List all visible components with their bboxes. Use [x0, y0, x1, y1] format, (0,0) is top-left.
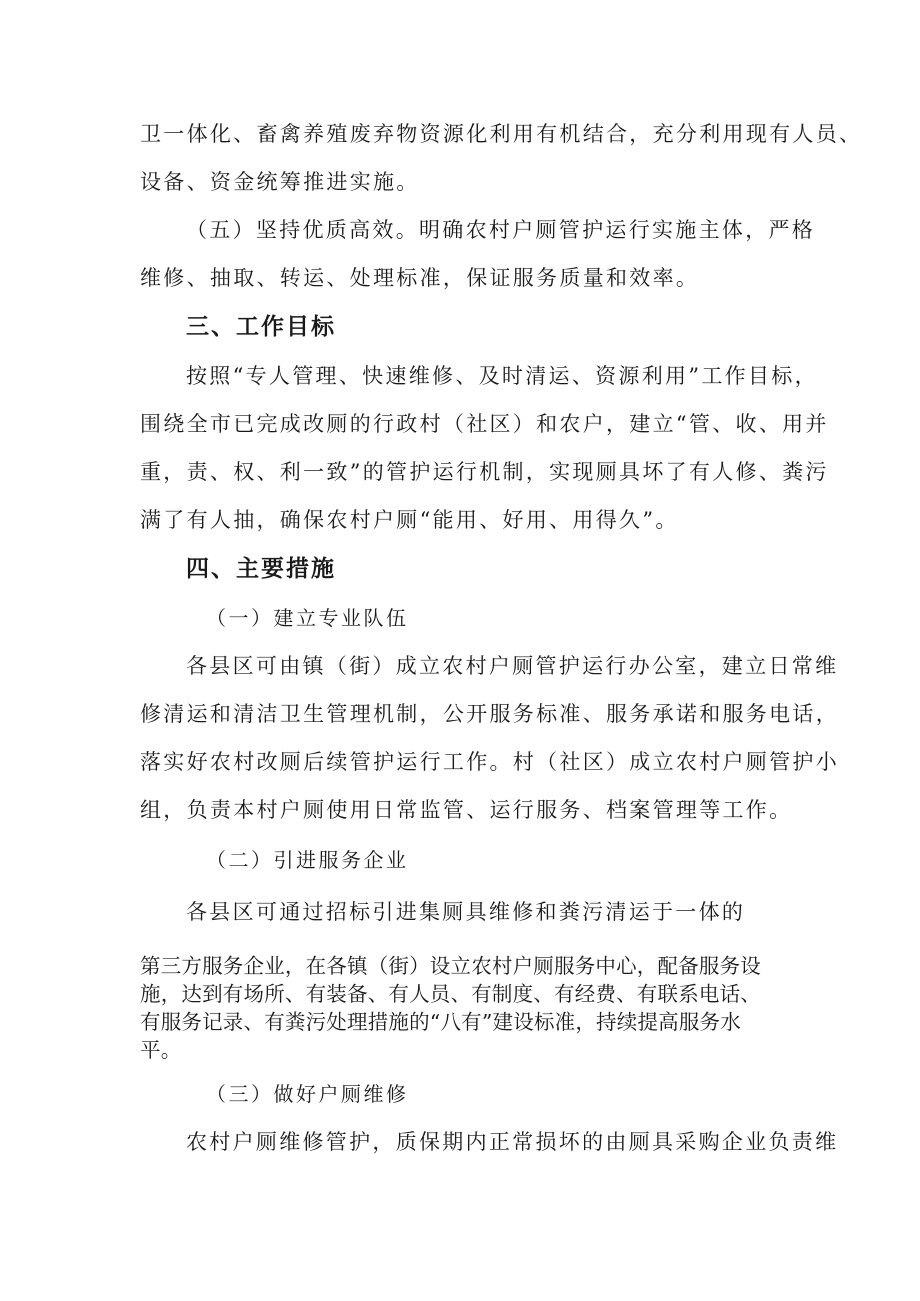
paragraph-line: 平。 — [140, 1038, 182, 1062]
paragraph-line: 组，负责本村户厕使用日常监管、运行服务、档案管理等工作。 — [140, 798, 793, 822]
paragraph-line: 设备、资金统筹推进实施。 — [140, 170, 420, 194]
paragraph-line: （五）坚持优质高效。明确农村户厕管护运行实施主体，严格 — [186, 218, 816, 242]
subsection-heading: （二）引进服务企业 — [206, 848, 409, 872]
paragraph-line: 施，达到有场所、有装备、有人员、有制度、有经费、有联系电话、 — [140, 982, 761, 1006]
paragraph-line: 有服务记录、有粪污处理措施的“八有”建设标准，持续提高服务水 — [140, 1010, 741, 1034]
paragraph-line: 农村户厕维修管护，质保期内正常损坏的由厕具采购企业负责维 — [186, 1130, 839, 1154]
paragraph-line: 修清运和清洁卫生管理机制，公开服务标准、服务承诺和服务电话， — [140, 702, 839, 726]
section-heading: 四、主要措施 — [186, 556, 336, 582]
paragraph-line: 维修、抽取、转运、处理标准，保证服务质量和效率。 — [140, 266, 700, 290]
subsection-heading: （三）做好户厕维修 — [206, 1082, 409, 1106]
paragraph-line: 卫一体化、畜禽养殖废弃物资源化利用有机结合，充分利用现有人员、 — [140, 122, 863, 146]
subsection-heading: （一）建立专业队伍 — [206, 606, 409, 630]
paragraph-line: 各县区可由镇（街）成立农村户厕管护运行办公室，建立日常维 — [186, 654, 839, 678]
paragraph-line: 各县区可通过招标引进集厕具维修和粪污清运于一体的 — [186, 900, 746, 924]
paragraph-line: 按照“专人管理、快速维修、及时清运、资源利用”工作目标， — [186, 364, 818, 388]
paragraph-line: 重，责、权、利一致”的管护运行机制，实现厕具坏了有人修、粪污 — [140, 460, 829, 484]
paragraph-line: 围绕全市已完成改厕的行政村（社区）和农户，建立“管、收、用并 — [140, 412, 829, 436]
paragraph-line: 落实好农村改厕后续管护运行工作。村（社区）成立农村户厕管护小 — [140, 750, 839, 774]
paragraph-line: 满了有人抽，确保农村户厕“能用、好用、用得久”。 — [140, 508, 679, 532]
paragraph-line: 第三方服务企业，在各镇（街）设立农村户厕服务中心，配备服务设 — [140, 954, 761, 978]
section-heading: 三、工作目标 — [186, 314, 336, 340]
